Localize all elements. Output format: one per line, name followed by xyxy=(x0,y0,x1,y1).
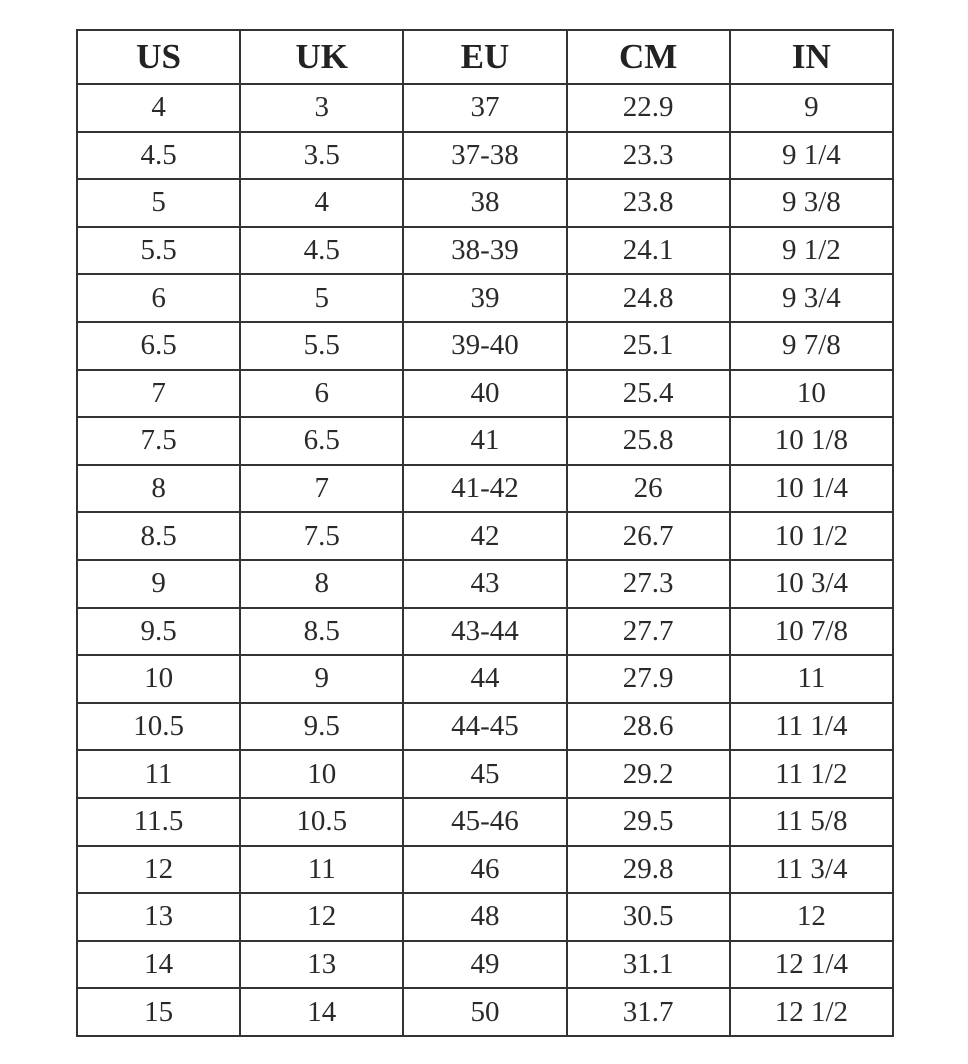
cell-in: 10 1/2 xyxy=(730,512,893,560)
cell-in: 9 3/4 xyxy=(730,274,893,322)
cell-us: 5 xyxy=(77,179,240,227)
table-row xyxy=(77,84,893,132)
cell-cm: 23.8 xyxy=(567,179,730,227)
cell-eu: 39 xyxy=(403,274,566,322)
cell-uk: 12 xyxy=(240,893,403,941)
cell-eu: 43 xyxy=(403,560,566,608)
cell-in: 9 1/2 xyxy=(730,227,893,275)
cell-cm: 24.8 xyxy=(567,274,730,322)
cell-eu: 44 xyxy=(403,655,566,703)
cell-eu: 40 xyxy=(403,370,566,418)
table-row xyxy=(77,227,893,275)
cell-in: 10 7/8 xyxy=(730,608,893,656)
cell-us: 8.5 xyxy=(77,512,240,560)
cell-us: 8 xyxy=(77,465,240,513)
header-row xyxy=(77,30,893,84)
table-row xyxy=(77,512,893,560)
cell-uk: 5.5 xyxy=(240,322,403,370)
cell-uk: 3 xyxy=(240,84,403,132)
cell-eu: 38-39 xyxy=(403,227,566,275)
cell-us: 9.5 xyxy=(77,608,240,656)
cell-uk: 11 xyxy=(240,846,403,894)
cell-uk: 7 xyxy=(240,465,403,513)
cell-uk: 8.5 xyxy=(240,608,403,656)
cell-in: 10 1/8 xyxy=(730,417,893,465)
table-header xyxy=(77,30,893,84)
cell-uk: 5 xyxy=(240,274,403,322)
cell-cm: 27.7 xyxy=(567,608,730,656)
cell-cm: 22.9 xyxy=(567,84,730,132)
cell-cm: 28.6 xyxy=(567,703,730,751)
cell-eu: 49 xyxy=(403,941,566,989)
cell-us: 10.5 xyxy=(77,703,240,751)
cell-uk: 9.5 xyxy=(240,703,403,751)
cell-us: 4 xyxy=(77,84,240,132)
cell-uk: 10.5 xyxy=(240,798,403,846)
cell-eu: 37-38 xyxy=(403,132,566,180)
cell-uk: 4.5 xyxy=(240,227,403,275)
cell-in: 12 1/4 xyxy=(730,941,893,989)
table-body xyxy=(77,84,893,1036)
cell-us: 15 xyxy=(77,988,240,1036)
cell-eu: 45-46 xyxy=(403,798,566,846)
cell-cm: 23.3 xyxy=(567,132,730,180)
cell-in: 11 1/4 xyxy=(730,703,893,751)
table-row xyxy=(77,608,893,656)
cell-uk: 14 xyxy=(240,988,403,1036)
table-row xyxy=(77,417,893,465)
cell-in: 11 5/8 xyxy=(730,798,893,846)
cell-cm: 29.8 xyxy=(567,846,730,894)
header-in: IN xyxy=(730,30,893,84)
table-row xyxy=(77,750,893,798)
cell-cm: 26.7 xyxy=(567,512,730,560)
cell-cm: 31.1 xyxy=(567,941,730,989)
cell-in: 9 3/8 xyxy=(730,179,893,227)
table-row xyxy=(77,370,893,418)
cell-us: 6 xyxy=(77,274,240,322)
cell-eu: 41-42 xyxy=(403,465,566,513)
header-us: US xyxy=(77,30,240,84)
cell-cm: 30.5 xyxy=(567,893,730,941)
cell-cm: 31.7 xyxy=(567,988,730,1036)
cell-eu: 50 xyxy=(403,988,566,1036)
cell-us: 11 xyxy=(77,750,240,798)
cell-in: 11 1/2 xyxy=(730,750,893,798)
cell-us: 6.5 xyxy=(77,322,240,370)
cell-eu: 43-44 xyxy=(403,608,566,656)
cell-eu: 45 xyxy=(403,750,566,798)
cell-in: 10 1/4 xyxy=(730,465,893,513)
cell-us: 5.5 xyxy=(77,227,240,275)
cell-uk: 7.5 xyxy=(240,512,403,560)
table-row xyxy=(77,941,893,989)
table-row xyxy=(77,274,893,322)
cell-in: 12 xyxy=(730,893,893,941)
header-eu: EU xyxy=(403,30,566,84)
cell-uk: 10 xyxy=(240,750,403,798)
cell-uk: 8 xyxy=(240,560,403,608)
table-row xyxy=(77,132,893,180)
table-row xyxy=(77,798,893,846)
table-row xyxy=(77,322,893,370)
table-row xyxy=(77,179,893,227)
cell-cm: 25.4 xyxy=(567,370,730,418)
cell-cm: 29.5 xyxy=(567,798,730,846)
cell-cm: 25.1 xyxy=(567,322,730,370)
cell-us: 11.5 xyxy=(77,798,240,846)
cell-cm: 25.8 xyxy=(567,417,730,465)
table-row xyxy=(77,703,893,751)
cell-eu: 44-45 xyxy=(403,703,566,751)
table-row xyxy=(77,893,893,941)
cell-uk: 9 xyxy=(240,655,403,703)
cell-in: 9 xyxy=(730,84,893,132)
cell-in: 11 xyxy=(730,655,893,703)
size-chart-table xyxy=(76,29,894,1037)
cell-us: 7 xyxy=(77,370,240,418)
table-row xyxy=(77,988,893,1036)
cell-in: 12 1/2 xyxy=(730,988,893,1036)
cell-us: 12 xyxy=(77,846,240,894)
cell-us: 7.5 xyxy=(77,417,240,465)
cell-cm: 27.9 xyxy=(567,655,730,703)
cell-us: 13 xyxy=(77,893,240,941)
cell-eu: 41 xyxy=(403,417,566,465)
table-row xyxy=(77,465,893,513)
cell-in: 10 xyxy=(730,370,893,418)
cell-eu: 39-40 xyxy=(403,322,566,370)
cell-us: 10 xyxy=(77,655,240,703)
cell-cm: 27.3 xyxy=(567,560,730,608)
cell-in: 10 3/4 xyxy=(730,560,893,608)
cell-cm: 24.1 xyxy=(567,227,730,275)
cell-us: 4.5 xyxy=(77,132,240,180)
header-uk: UK xyxy=(240,30,403,84)
cell-us: 14 xyxy=(77,941,240,989)
cell-eu: 48 xyxy=(403,893,566,941)
cell-in: 11 3/4 xyxy=(730,846,893,894)
cell-in: 9 7/8 xyxy=(730,322,893,370)
cell-uk: 13 xyxy=(240,941,403,989)
cell-uk: 6 xyxy=(240,370,403,418)
cell-us: 9 xyxy=(77,560,240,608)
cell-eu: 42 xyxy=(403,512,566,560)
cell-eu: 37 xyxy=(403,84,566,132)
cell-eu: 46 xyxy=(403,846,566,894)
cell-in: 9 1/4 xyxy=(730,132,893,180)
header-cm: CM xyxy=(567,30,730,84)
cell-cm: 26 xyxy=(567,465,730,513)
cell-cm: 29.2 xyxy=(567,750,730,798)
cell-uk: 4 xyxy=(240,179,403,227)
cell-eu: 38 xyxy=(403,179,566,227)
table-row xyxy=(77,655,893,703)
table-row xyxy=(77,846,893,894)
cell-uk: 6.5 xyxy=(240,417,403,465)
cell-uk: 3.5 xyxy=(240,132,403,180)
table-row xyxy=(77,560,893,608)
